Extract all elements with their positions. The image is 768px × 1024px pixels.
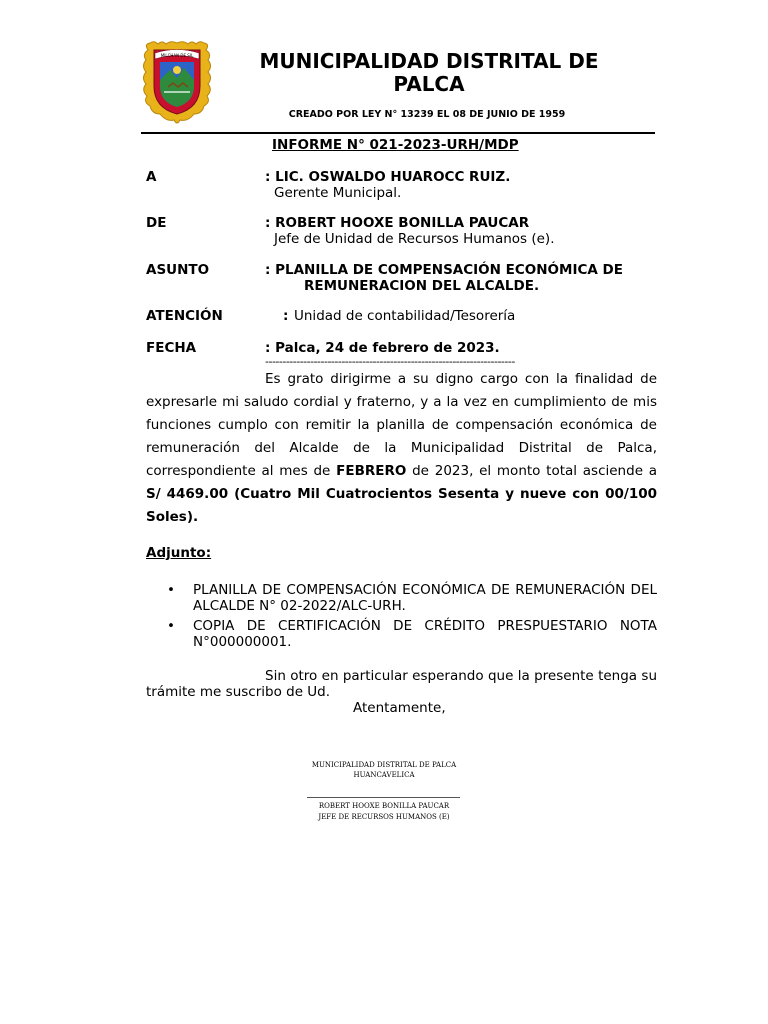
signature-position: JEFE DE RECURSOS HUMANOS (E) <box>318 813 450 821</box>
signature-name: ROBERT HOOXE BONILLA PAUCAR <box>318 802 450 810</box>
field-atencion-colon: : <box>283 308 289 324</box>
attachment-item: PLANILLA DE COMPENSACIÓN ECONÓMICA DE REMUNERACIÓN DEL ALCALDE N° 02-2022/ALC-URH. <box>193 582 657 614</box>
field-de-value: : ROBERT HOOXE BONILLA PAUCAR <box>265 215 530 231</box>
header-divider <box>141 132 655 134</box>
field-asunto-label: ASUNTO <box>146 262 210 278</box>
field-fecha-label: FECHA <box>146 340 197 356</box>
field-de-label: DE <box>146 215 167 231</box>
body-text-1: Es grato dirigirme a su digno cargo con la finalidad de expresarle mi saludo cordial y fraterno, y a la vez en cumplimiento de mis funciones cumplo con remitir la planilla de compensación económica de remuneración del Alcalde de la Municipalidad Distrital de Palca, correspondiente al mes de <box>146 371 657 479</box>
body-paragraph <box>146 368 657 529</box>
closing-paragraph <box>146 668 657 700</box>
attachments-title: Adjunto: <box>146 545 212 561</box>
field-a-value: : LIC. OSWALDO HUAROCC RUIZ. <box>265 169 511 185</box>
signature-stamp-line1: MUNICIPALIDAD DISTRITAL DE PALCA <box>311 761 457 769</box>
closing-text: Sin otro en particular esperando que la presente tenga su trámite me suscribo de Ud. <box>146 668 657 700</box>
closing-regards: Atentamente, <box>353 700 446 716</box>
page-title: MUNICIPALIDAD DISTRITAL DE PALCA <box>259 49 599 96</box>
bullet-marker: • <box>167 618 175 634</box>
field-a-label: A <box>146 169 157 185</box>
field-a-sub: Gerente Municipal. <box>274 185 402 201</box>
municipal-coat-of-arms-logo <box>140 40 214 126</box>
page-subtitle: CREADO POR LEY N° 13239 EL 08 DE JUNIO DE 1959 <box>288 109 566 120</box>
report-number: INFORME N° 021-2023-URH/MDP <box>272 137 519 153</box>
body-amount: S/ 4469.00 (Cuatro Mil Cuatrocientos Sesenta y nueve con 00/100 Soles). <box>146 486 657 525</box>
field-fecha-value: : Palca, 24 de febrero de 2023. <box>265 340 500 356</box>
field-asunto-line2: REMUNERACION DEL ALCALDE. <box>304 278 540 294</box>
field-asunto-line1: : PLANILLA DE COMPENSACIÓN ECONÓMICA DE <box>265 262 623 278</box>
field-de-sub: Jefe de Unidad de Recursos Humanos (e). <box>274 231 555 247</box>
body-month: FEBRERO <box>336 463 407 479</box>
separator-line: ------------------------------------------------------------------------ <box>265 355 515 368</box>
logo-motto: MILCHAN DE SIL <box>160 53 194 58</box>
body-text-2: de 2023, el monto total asciende a <box>412 463 658 479</box>
bullet-marker: • <box>167 582 175 598</box>
field-atencion-label: ATENCIÓN <box>146 308 223 324</box>
signature-stamp-line2: HUANCAVELICA <box>353 771 415 779</box>
attachment-item: COPIA DE CERTIFICACIÓN DE CRÉDITO PRESPUESTARIO NOTA N°000000001. <box>193 618 657 650</box>
signature-line <box>307 797 460 798</box>
field-atencion-value: Unidad de contabilidad/Tesorería <box>294 308 516 324</box>
